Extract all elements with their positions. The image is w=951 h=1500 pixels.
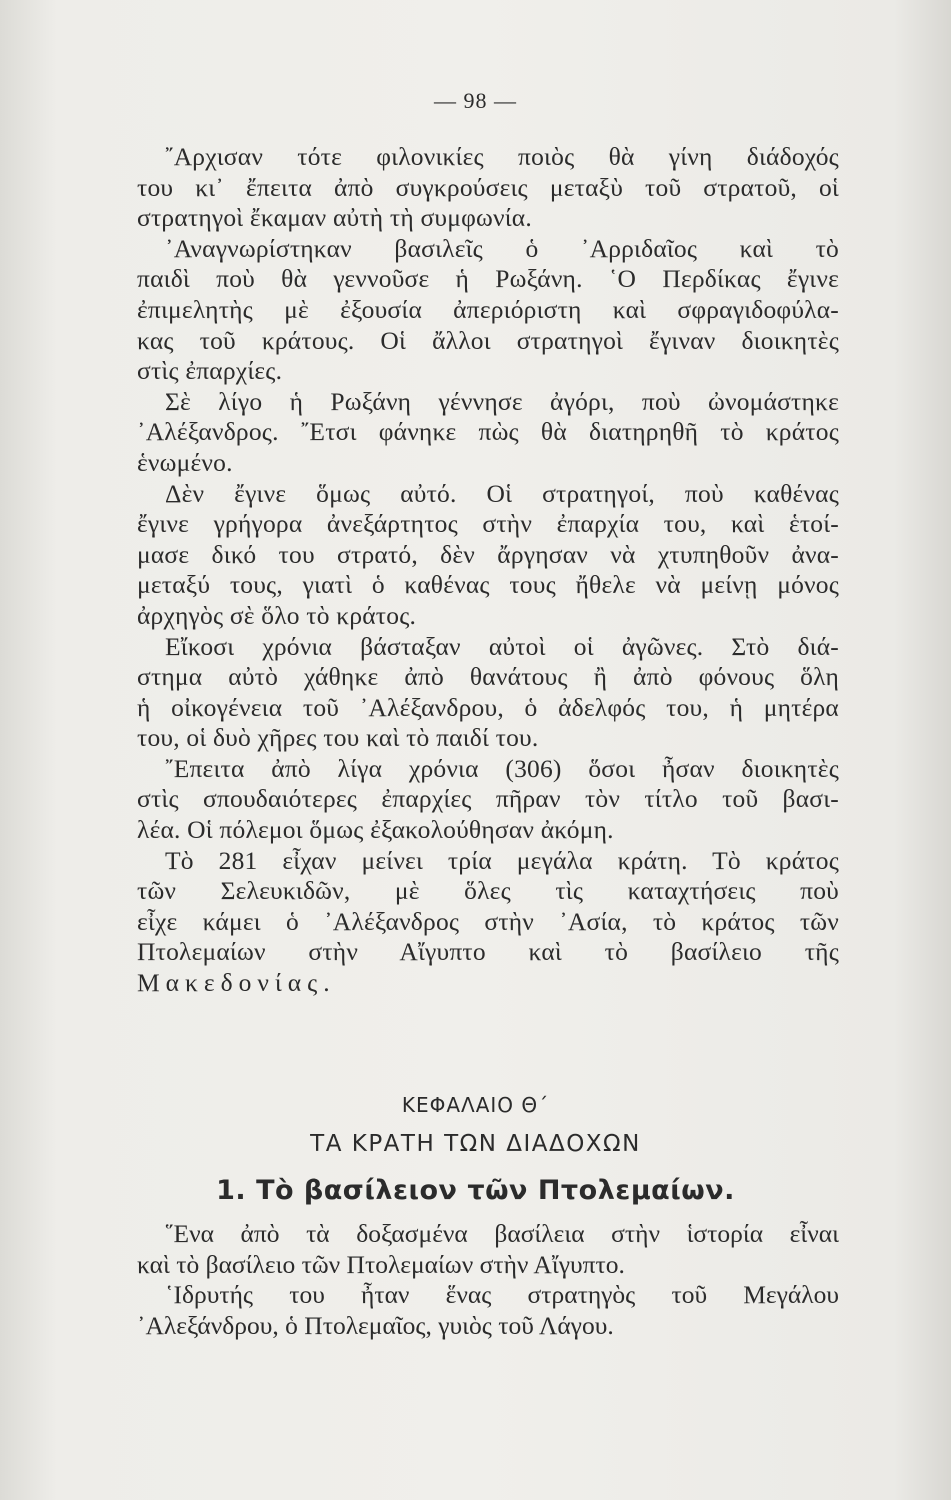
text-line: ἔγινε γρήγορα ἀνεξάρτητος στὴν ἐπαρχία του, καὶ ἑτοί-: [137, 509, 839, 539]
text-line: Δὲν ἔγινε ὅμως αὐτό. Οἱ στρατηγοί, ποὺ καθένας: [165, 478, 839, 508]
text-line: καὶ τὸ βασίλειο τῶν Πτολεμαίων στὴν Αἴγυπτο.: [137, 1249, 625, 1279]
text-line: ἐπιμελητὴς μὲ ἐξουσία ἀπεριόριστη καὶ σφραγιδοφύλα-: [137, 294, 839, 324]
chapter-label: ΚΕΦΑΛΑΙΟ Θ΄: [401, 1093, 550, 1117]
text-line: ῾Ιδρυτής του ἦταν ἕνας στρατηγὸς τοῦ Μεγάλου: [165, 1280, 839, 1310]
text-line: τῶν Σελευκιδῶν, μὲ ὅλες τὶς καταχτήσεις ποὺ: [137, 876, 839, 906]
text-line: Πτολεμαίων στὴν Αἴγυπτο καὶ τὸ βασίλειο τῆς: [137, 937, 839, 967]
text-line: ἑνωμένο.: [137, 447, 233, 477]
text-line: στὶς σπουδαιότερες ἐπαρχίες πῆραν τὸν τίτλο τοῦ βασι-: [137, 784, 839, 814]
text-line: εἶχε κάμει ὁ ᾽Αλέξανδρος στὴν ᾽Ασία, τὸ κράτος τῶν: [137, 906, 839, 936]
text-line: του κι᾽ ἔπειτα ἀπὸ συγκρούσεις μεταξὺ τοῦ στρατοῦ, οἱ: [137, 172, 839, 202]
text-line: του, οἱ δυὸ χῆρες του καὶ τὸ παιδί του.: [137, 723, 539, 753]
text-line: ᾽Αλεξάνδρου, ὁ Πτολεμαῖος, γυιὸς τοῦ Λάγου.: [137, 1310, 614, 1340]
chapter-title: ΤΑ ΚΡΑΤΗ ΤΩΝ ΔΙΑΔΟΧΩΝ: [310, 1131, 641, 1157]
text-line: Μακεδονίας.: [137, 968, 336, 998]
text-line: στημα αὐτὸ χάθηκε ἀπὸ θανάτους ἢ ἀπὸ φόνους ὅλη: [137, 662, 839, 692]
section-text: [137, 1219, 839, 1341]
text-line: Σὲ λίγο ἡ Ρωξάνη γέννησε ἀγόρι, ποὺ ὠνομάστηκε: [165, 386, 839, 416]
text-line: παιδὶ ποὺ θὰ γεννοῦσε ἡ Ρωξάνη. ῾Ο Περδίκας ἔγινε: [137, 264, 839, 294]
text-line: ἡ οἰκογένεια τοῦ ᾽Αλέξανδρου, ὁ ἀδελφός του, ἡ μητέρα: [137, 692, 839, 722]
page-number: — 98 —: [434, 88, 517, 113]
text-line: στρατηγοὶ ἔκαμαν αὐτὴ τὴ συμφωνία.: [137, 203, 532, 233]
text-line: Εἴκοσι χρόνια βάσταξαν αὐτοὶ οἱ ἀγῶνες. Στὸ διά-: [165, 631, 839, 661]
text-line: ἀρχηγὸς σὲ ὅλο τὸ κράτος.: [137, 600, 417, 630]
text-line: ᾽Αναγνωρίστηκαν βασιλεῖς ὁ ᾽Αρριδαῖος καὶ τὸ: [165, 233, 839, 263]
text-line: κας τοῦ κράτους. Οἱ ἄλλοι στρατηγοὶ ἔγιναν διοικητὲς: [137, 325, 839, 355]
text-line: ῎Αρχισαν τότε φιλονικίες ποιὸς θὰ γίνη διάδοχός: [165, 142, 839, 171]
text-line: ᾽Αλέξανδρος. ῎Ετσι φάνηκε πὼς θὰ διατηρηθῆ τὸ κράτος: [137, 417, 839, 447]
section-title: 1. Τὸ βασίλειον τῶν Πτολεμαίων.: [216, 1175, 735, 1206]
text-line: Τὸ 281 εἶχαν μείνει τρία μεγάλα κράτη. Τὸ κράτος: [165, 845, 839, 875]
text-line: μασε δικό του στρατό, δὲν ἄργησαν νὰ χτυπηθοῦν ἀνα-: [137, 539, 839, 569]
text-line: ῎Επειτα ἀπὸ λίγα χρόνια (306) ὅσοι ἦσαν διοικητὲς: [165, 753, 839, 783]
main-text: [137, 142, 839, 999]
text-line: ῞Ενα ἀπὸ τὰ δοξασμένα βασίλεια στὴν ἱστορία εἶναι: [165, 1219, 839, 1248]
text-line: λέα. Οἱ πόλεμοι ὅμως ἐξακολούθησαν ἀκόμη.: [137, 815, 614, 845]
text-line: στὶς ἐπαρχίες.: [137, 356, 283, 386]
text-line: μεταξύ τους, γιατὶ ὁ καθένας τους ἤθελε νὰ μείνῃ μόνος: [137, 570, 839, 600]
